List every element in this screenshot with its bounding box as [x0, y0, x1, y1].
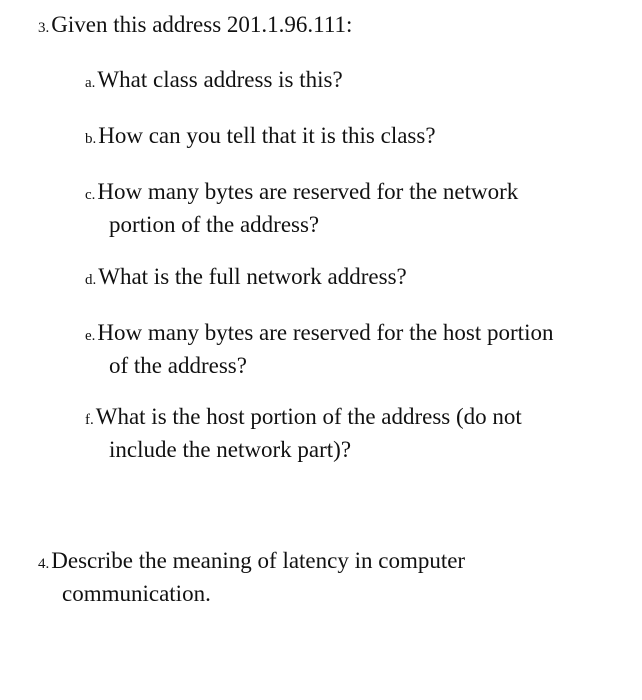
question-3d-text: What is the full network address? [98, 264, 407, 289]
question-3c-text-line1: How many bytes are reserved for the network [97, 179, 519, 204]
question-3f-text-line1: What is the host portion of the address (do not [95, 404, 522, 429]
question-3e [85, 318, 605, 380]
question-3e-letter: e. [85, 328, 96, 344]
question-3f [85, 402, 605, 464]
question-3a [85, 65, 343, 98]
question-4-text-line2: communication. [62, 581, 211, 606]
question-3a-letter: a. [85, 75, 96, 91]
question-3f-letter: f. [85, 412, 94, 428]
question-3c [85, 177, 605, 239]
question-3-number: 3. [38, 20, 50, 36]
question-3e-text-line1: How many bytes are reserved for the host portion [97, 320, 554, 345]
question-3b-letter: b. [85, 131, 97, 147]
question-3d [85, 262, 407, 295]
question-4 [38, 546, 598, 608]
question-3c-text-line2: portion of the address? [109, 212, 320, 237]
question-3 [38, 10, 352, 43]
question-3e-text-line2: of the address? [109, 353, 247, 378]
question-3-text: Given this address 201.1.96.111: [51, 12, 353, 37]
question-4-number: 4. [38, 556, 50, 572]
question-4-text-line1: Describe the meaning of latency in computer [51, 548, 466, 573]
question-3b [85, 121, 436, 154]
question-3f-text-line2: include the network part)? [109, 437, 352, 462]
question-3a-text: What class address is this? [97, 67, 343, 92]
question-3b-text: How can you tell that it is this class? [98, 123, 436, 148]
question-3c-letter: c. [85, 187, 96, 203]
question-3d-letter: d. [85, 272, 97, 288]
